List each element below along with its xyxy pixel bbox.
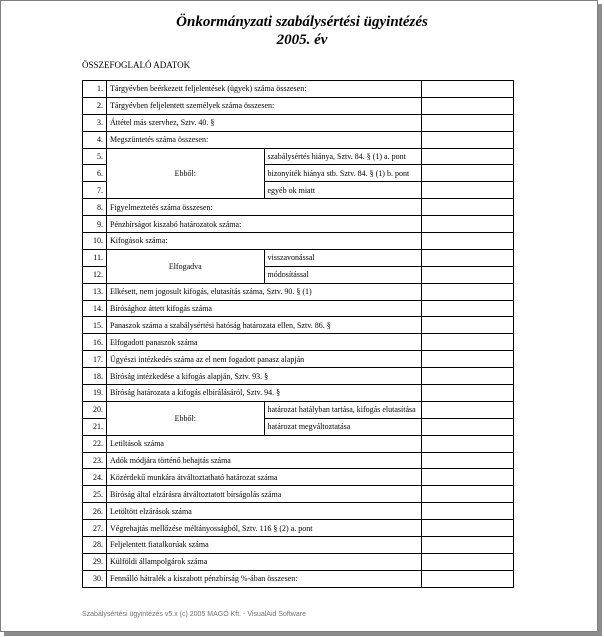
row-number: 19. <box>83 385 107 402</box>
row-value <box>422 148 514 165</box>
table-row <box>83 520 514 537</box>
row-number: 16. <box>83 334 107 351</box>
row-label: bizonyíték hiánya stb. Sztv. 84. § (1) b. pont <box>264 165 422 182</box>
row-value <box>422 469 514 486</box>
row-value <box>422 300 514 317</box>
table-row <box>83 216 514 233</box>
table-row <box>83 537 514 554</box>
table-row <box>83 249 514 266</box>
row-value <box>422 520 514 537</box>
row-value <box>422 165 514 182</box>
row-value <box>422 81 514 98</box>
row-number: 2. <box>83 97 107 114</box>
row-label: Figyelmeztetés száma összesen: <box>107 199 422 216</box>
table-row <box>83 131 514 148</box>
table-row <box>83 553 514 570</box>
table-row <box>83 503 514 520</box>
row-label: visszavonással <box>264 249 422 266</box>
row-label: Pénzbírságot kiszabó határozatok száma: <box>107 216 422 233</box>
row-label: Panaszok száma a szabálysértési hatóság határozata ellen, Sztv. 86. § <box>107 317 422 334</box>
row-value <box>422 351 514 368</box>
row-label: határozat hatályban tartása, kifogás elutasítása <box>264 401 422 418</box>
row-value <box>422 249 514 266</box>
row-number: 1. <box>83 81 107 98</box>
table-row <box>83 300 514 317</box>
row-number: 23. <box>83 452 107 469</box>
row-value <box>422 334 514 351</box>
row-value <box>422 97 514 114</box>
row-value <box>422 385 514 402</box>
row-number: 24. <box>83 469 107 486</box>
row-number: 28. <box>83 537 107 554</box>
row-label: Áttétel más szervhez, Sztv. 40. § <box>107 114 422 131</box>
row-value <box>422 570 514 587</box>
row-number: 21. <box>83 418 107 435</box>
row-value <box>422 114 514 131</box>
row-number: 4. <box>83 131 107 148</box>
row-label: Adók módjára történő behajtás száma <box>107 452 422 469</box>
table-row <box>83 148 514 165</box>
row-value <box>422 266 514 283</box>
report-year: 2005. év <box>276 32 328 48</box>
row-value <box>422 435 514 452</box>
row-label: Bíróság határozata a kifogás elbírálásáról, Sztv. 94. § <box>107 385 422 402</box>
table-row <box>83 486 514 503</box>
table-row <box>83 199 514 216</box>
row-label: szabálysértés hiánya, Sztv. 84. § (1) a. pont <box>264 148 422 165</box>
row-label: Letöltött elzárások száma <box>107 503 422 520</box>
row-value <box>422 503 514 520</box>
row-value <box>422 486 514 503</box>
row-number: 27. <box>83 520 107 537</box>
row-label: Külföldi állampolgárok száma <box>107 553 422 570</box>
row-number: 10. <box>83 233 107 250</box>
table-row <box>83 368 514 385</box>
row-value <box>422 418 514 435</box>
table-row <box>83 334 514 351</box>
table-row <box>83 401 514 418</box>
row-value <box>422 131 514 148</box>
table-row <box>83 452 514 469</box>
row-number: 29. <box>83 553 107 570</box>
row-value <box>422 216 514 233</box>
row-label: Végrehajtás mellőzése méltányosságból, Sztv. 116 § (2) a. pont <box>107 520 422 537</box>
row-label: Közérdekű munkára átváltoztatható határozat száma <box>107 469 422 486</box>
row-number: 25. <box>83 486 107 503</box>
row-label: Elfogadott panaszok száma <box>107 334 422 351</box>
row-label: Megszüntetés száma összesen: <box>107 131 422 148</box>
table-row <box>83 469 514 486</box>
table-row <box>83 114 514 131</box>
table-row <box>83 351 514 368</box>
row-number: 5. <box>83 148 107 165</box>
row-value <box>422 368 514 385</box>
table-row <box>83 81 514 98</box>
table-row <box>83 97 514 114</box>
table-row <box>83 283 514 300</box>
row-label: Fennálló hátralék a kiszabott pénzbírság %-ában összesen: <box>107 570 422 587</box>
row-number: 22. <box>83 435 107 452</box>
table-row <box>83 317 514 334</box>
row-value <box>422 401 514 418</box>
row-value <box>422 199 514 216</box>
row-number: 18. <box>83 368 107 385</box>
row-label: határozat megváltoztatása <box>264 418 422 435</box>
row-label: Feljelentett fiatalkorúak száma <box>107 537 422 554</box>
row-number: 12. <box>83 266 107 283</box>
row-value <box>422 233 514 250</box>
row-number: 30. <box>83 570 107 587</box>
row-number: 13. <box>83 283 107 300</box>
table-row <box>83 435 514 452</box>
row-number: 6. <box>83 165 107 182</box>
row-value <box>422 182 514 199</box>
row-number: 7. <box>83 182 107 199</box>
table-row <box>83 570 514 587</box>
row-label: Ügyészi intézkedés száma az el nem fogadott panasz alapján <box>107 351 422 368</box>
row-label: Bírósághoz áttett kifogás száma <box>107 300 422 317</box>
row-label: Bíróság intézkedése a kifogás alapján, Sztv. 93. § <box>107 368 422 385</box>
row-value <box>422 283 514 300</box>
row-label: Tárgyévben beérkezett feljelentések (ügyek) száma összesen: <box>107 81 422 98</box>
summary-table <box>82 80 514 588</box>
group-label: Ebből: <box>107 401 265 435</box>
row-label: módosítással <box>264 266 422 283</box>
footer-text: Szabálysértési ügyintézés v5.x (c) 2005 MAGÓ Kft. - VisualAid Software <box>82 611 306 618</box>
row-label: Elkésett, nem jogosult kifogás, elutasítás száma, Sztv. 90. § (1) <box>107 283 422 300</box>
row-label: Letiltások száma <box>107 435 422 452</box>
row-value <box>422 452 514 469</box>
section-label: ÖSSZEFOGLALÓ ADATOK <box>82 60 191 70</box>
row-label: Tárgyévben feljelentett személyek száma összesen: <box>107 97 422 114</box>
group-label: Elfogadva <box>107 249 265 283</box>
row-label: Kifogások száma: <box>107 233 422 250</box>
group-label: Ebből: <box>107 148 265 199</box>
row-number: 11. <box>83 249 107 266</box>
table-row <box>83 233 514 250</box>
row-number: 17. <box>83 351 107 368</box>
row-value <box>422 553 514 570</box>
row-number: 8. <box>83 199 107 216</box>
row-value <box>422 317 514 334</box>
row-number: 26. <box>83 503 107 520</box>
row-label: egyéb ok miatt <box>264 182 422 199</box>
report-title: Önkormányzati szabálysértési ügyintézés <box>176 14 428 30</box>
row-number: 20. <box>83 401 107 418</box>
table-row <box>83 385 514 402</box>
row-number: 14. <box>83 300 107 317</box>
row-label: Bíróság által elzárásra átváltoztatott bírságolás száma <box>107 486 422 503</box>
row-number: 3. <box>83 114 107 131</box>
row-number: 15. <box>83 317 107 334</box>
row-value <box>422 537 514 554</box>
row-number: 9. <box>83 216 107 233</box>
